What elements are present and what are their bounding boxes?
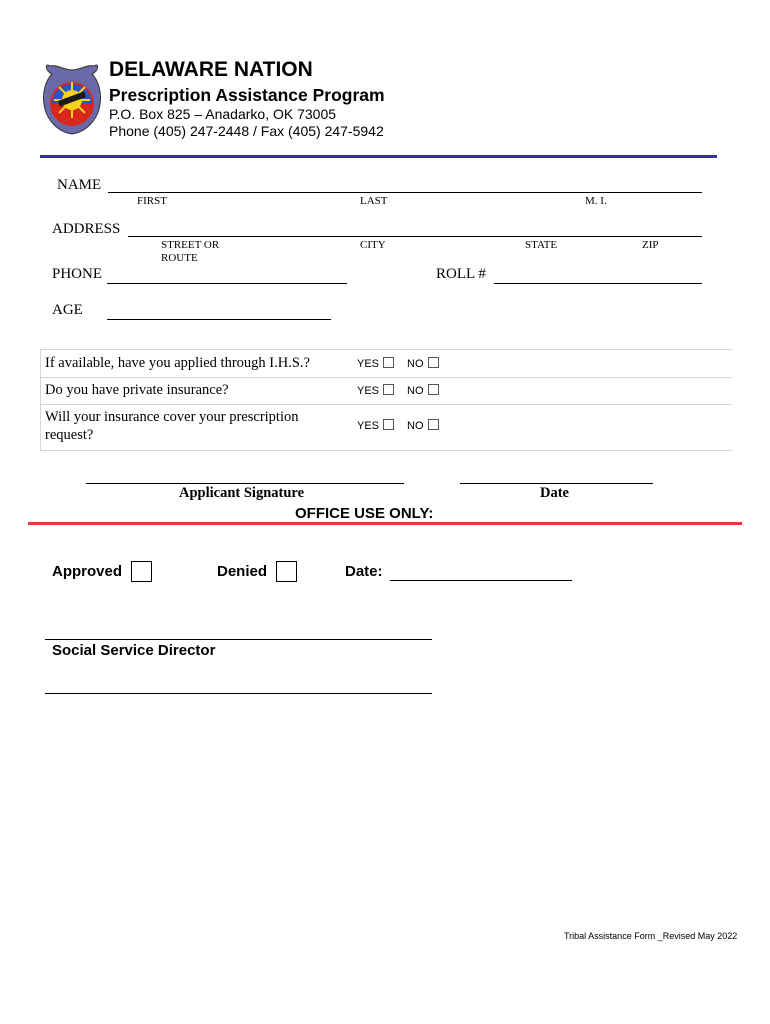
street-caption-line2: ROUTE: [161, 252, 198, 264]
org-title: DELAWARE NATION: [109, 58, 313, 81]
approved-checkbox[interactable]: [131, 561, 152, 582]
yes-label: YES: [357, 385, 380, 397]
roll-label: ROLL #: [436, 266, 486, 282]
last-caption: LAST: [360, 195, 388, 207]
name-label: NAME: [57, 177, 102, 193]
applicant-signature-label: Applicant Signature: [179, 485, 305, 501]
question-insurance-cover-no[interactable]: [407, 419, 439, 432]
address-label: ADDRESS: [52, 221, 121, 237]
delaware-nation-seal-logo: [40, 60, 104, 138]
footer-revision: Tribal Assistance Form _Revised May 2022: [564, 931, 738, 941]
question-ihs-no[interactable]: [407, 357, 439, 370]
org-address: P.O. Box 825 – Anadarko, OK 73005: [109, 106, 337, 122]
office-date-line[interactable]: [390, 580, 572, 581]
no-label: NO: [407, 420, 424, 432]
checkbox[interactable]: [383, 419, 394, 430]
age-field-line[interactable]: [107, 319, 331, 320]
signature-date-line[interactable]: [460, 483, 653, 484]
checkbox[interactable]: [383, 357, 394, 368]
director-label: Social Service Director: [52, 642, 216, 659]
first-caption: FIRST: [137, 195, 167, 207]
mi-caption: M. I.: [585, 195, 607, 207]
checkbox[interactable]: [428, 384, 439, 395]
question-insurance-cover: Will your insurance cover your prescription request?: [45, 409, 299, 443]
yes-label: YES: [357, 420, 380, 432]
denied-checkbox[interactable]: [276, 561, 297, 582]
question-private-insurance: Do you have private insurance?: [45, 382, 229, 398]
org-phone-fax: Phone (405) 247-2448 / Fax (405) 247-5942: [109, 123, 384, 139]
question-ihs-yes[interactable]: [357, 357, 394, 370]
question-insurance-cover-yes[interactable]: [357, 419, 394, 432]
director-signature-line[interactable]: [45, 639, 432, 640]
no-label: NO: [407, 358, 424, 370]
address-field-line[interactable]: [128, 236, 702, 237]
question-private-insurance-yes[interactable]: [357, 384, 394, 397]
phone-field-line[interactable]: [107, 283, 347, 284]
city-caption: CITY: [360, 239, 386, 251]
program-title: Prescription Assistance Program: [109, 85, 385, 105]
director-date-line[interactable]: [45, 693, 432, 694]
office-use-title: OFFICE USE ONLY:: [295, 505, 434, 522]
checkbox[interactable]: [428, 357, 439, 368]
office-use-rule: [28, 522, 742, 525]
office-date-label: Date:: [345, 563, 383, 580]
signature-date-label: Date: [540, 485, 569, 501]
no-label: NO: [407, 385, 424, 397]
zip-caption: ZIP: [642, 239, 659, 251]
roll-field-line[interactable]: [494, 283, 702, 284]
age-label: AGE: [52, 302, 83, 318]
checkbox[interactable]: [428, 419, 439, 430]
yes-label: YES: [357, 358, 380, 370]
name-field-line[interactable]: [108, 192, 702, 193]
question-ihs: If available, have you applied through I.H.S.?: [45, 355, 310, 371]
checkbox[interactable]: [383, 384, 394, 395]
denied-label: Denied: [217, 563, 268, 580]
street-caption-line1: STREET OR: [161, 239, 220, 251]
phone-label: PHONE: [52, 266, 103, 282]
header-rule: [40, 155, 717, 158]
question-private-insurance-no[interactable]: [407, 384, 439, 397]
applicant-signature-line[interactable]: [86, 483, 404, 484]
approved-label: Approved: [52, 563, 123, 580]
state-caption: STATE: [525, 239, 558, 251]
